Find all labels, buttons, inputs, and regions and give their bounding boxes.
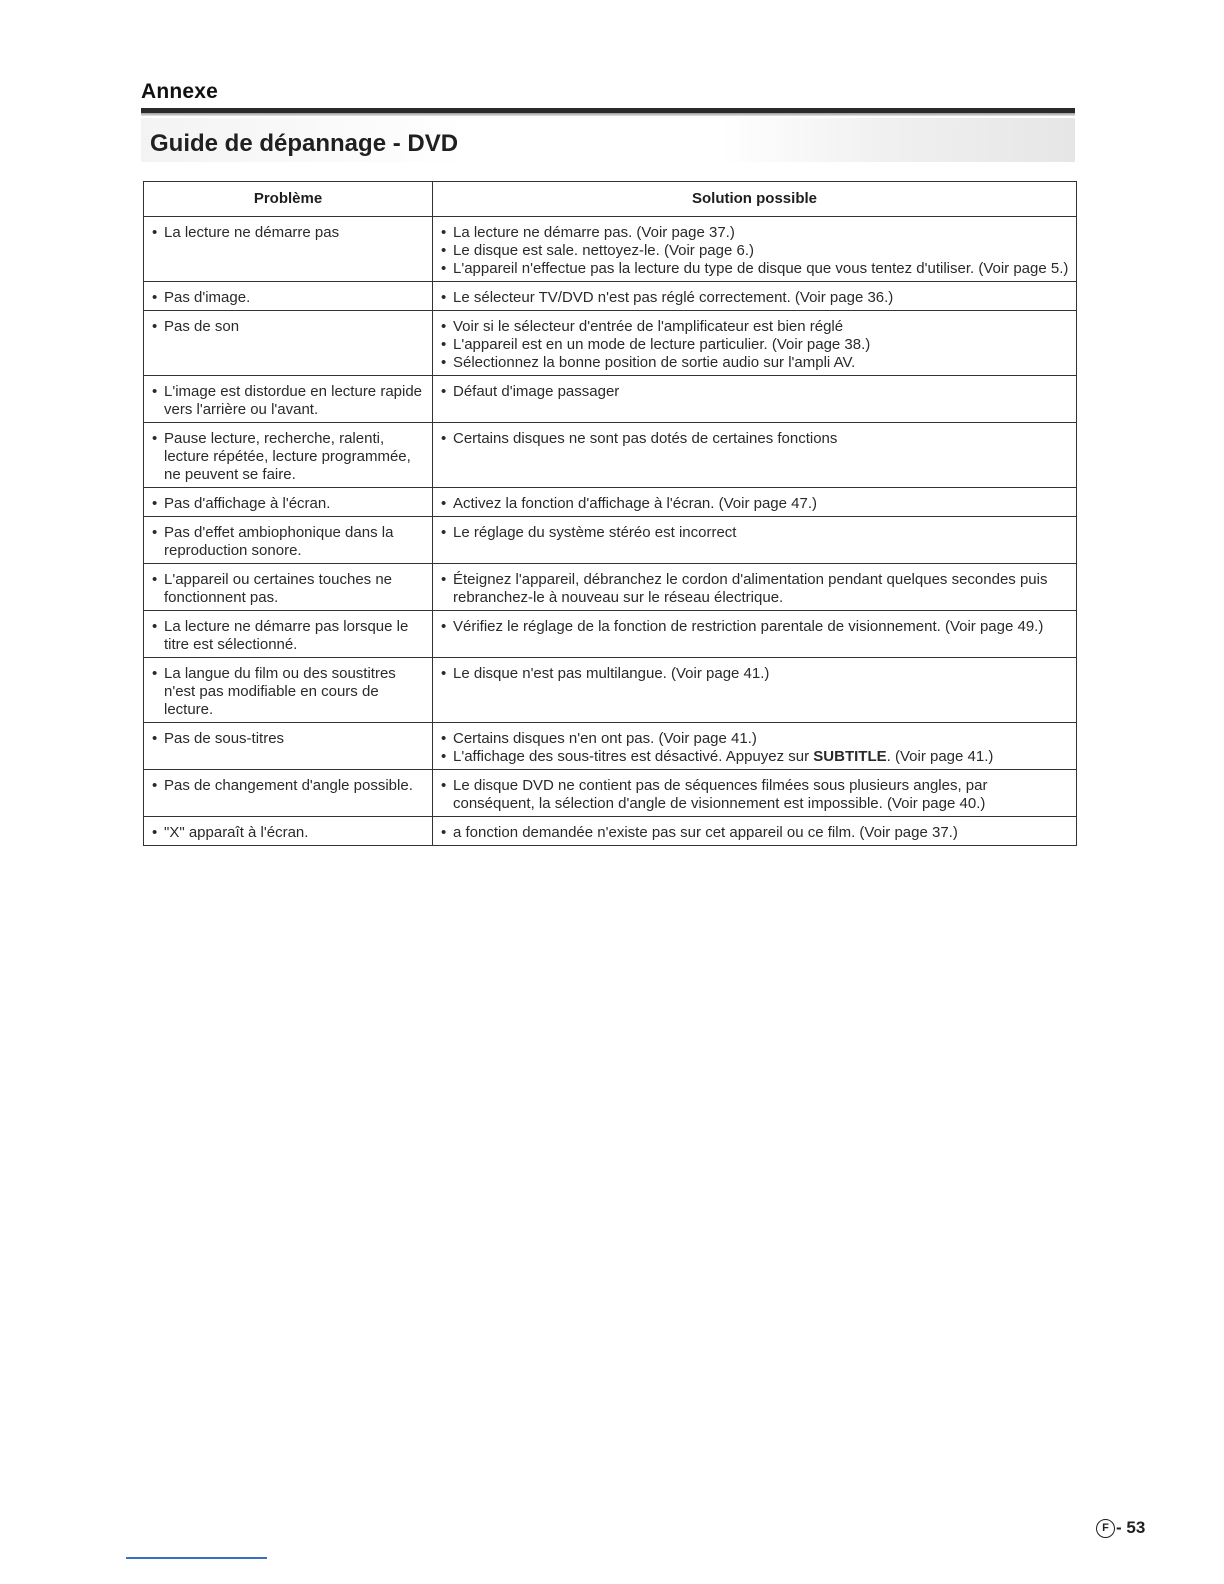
problem-text: • "X" apparaît à l'écran. bbox=[150, 824, 426, 842]
problem-cell bbox=[144, 376, 433, 423]
problem-list bbox=[150, 618, 426, 654]
table-row bbox=[144, 770, 1077, 817]
solution-list bbox=[439, 224, 1070, 278]
solution-item: • Le disque DVD ne contient pas de séquences filmées sous plusieurs angles, par conséquent, la sélection d'angle de visionnement est impossible. (Voir page 40.) bbox=[439, 777, 1070, 813]
table-body bbox=[144, 217, 1077, 846]
problem-text: • La lecture ne démarre pas lorsque le titre est sélectionné. bbox=[150, 618, 426, 654]
solution-list bbox=[439, 383, 1070, 401]
problem-cell bbox=[144, 723, 433, 770]
solution-cell bbox=[433, 817, 1077, 846]
table-row bbox=[144, 658, 1077, 723]
solution-item: • Certains disques n'en ont pas. (Voir page 41.) bbox=[439, 730, 1070, 748]
problem-text: • La lecture ne démarre pas bbox=[150, 224, 426, 242]
solution-cell bbox=[433, 217, 1077, 282]
table-row bbox=[144, 517, 1077, 564]
page-title: Guide de dépannage - DVD bbox=[150, 130, 459, 157]
solution-item: • Éteignez l'appareil, débranchez le cordon d'alimentation pendant quelques secondes puis rebranchez-le à nouveau sur le réseau électrique. bbox=[439, 571, 1070, 607]
solution-cell bbox=[433, 658, 1077, 723]
problem-text: • Pas de changement d'angle possible. bbox=[150, 777, 426, 795]
problem-cell bbox=[144, 217, 433, 282]
problem-text: • Pas de son bbox=[150, 318, 426, 336]
solution-list bbox=[439, 289, 1070, 307]
problem-text: • Pas d'image. bbox=[150, 289, 426, 307]
solution-item: • Activez la fonction d'affichage à l'écran. (Voir page 47.) bbox=[439, 495, 1070, 513]
problem-list bbox=[150, 318, 426, 336]
solution-item: • La lecture ne démarre pas. (Voir page 37.) bbox=[439, 224, 1070, 242]
problem-text: • L'image est distordue en lecture rapide vers l'arrière ou l'avant. bbox=[150, 383, 426, 419]
table-row bbox=[144, 611, 1077, 658]
solution-list bbox=[439, 618, 1070, 636]
solution-list bbox=[439, 824, 1070, 842]
solution-cell bbox=[433, 770, 1077, 817]
solution-list bbox=[439, 318, 1070, 372]
solution-list bbox=[439, 524, 1070, 542]
table-row bbox=[144, 423, 1077, 488]
table-row bbox=[144, 311, 1077, 376]
solution-cell bbox=[433, 423, 1077, 488]
table-row bbox=[144, 564, 1077, 611]
problem-text: • La langue du film ou des soustitres n'est pas modifiable en cours de lecture. bbox=[150, 665, 426, 719]
problem-list bbox=[150, 224, 426, 242]
solution-list bbox=[439, 495, 1070, 513]
solution-cell bbox=[433, 376, 1077, 423]
solution-list bbox=[439, 665, 1070, 683]
solution-item: • Certains disques ne sont pas dotés de certaines fonctions bbox=[439, 430, 1070, 448]
page-number: - 53 bbox=[1116, 1518, 1146, 1537]
table-header-row bbox=[144, 182, 1077, 217]
page-footer bbox=[1096, 1518, 1145, 1538]
problem-list bbox=[150, 430, 426, 484]
solution-item: • Sélectionnez la bonne position de sortie audio sur l'ampli AV. bbox=[439, 354, 1070, 372]
header-rule-shadow bbox=[141, 113, 1075, 116]
table-row bbox=[144, 817, 1077, 846]
problem-list bbox=[150, 730, 426, 748]
problem-cell bbox=[144, 517, 433, 564]
solution-list bbox=[439, 730, 1070, 766]
problem-list bbox=[150, 289, 426, 307]
solution-item: • Le disque est sale. nettoyez-le. (Voir page 6.) bbox=[439, 242, 1070, 260]
solution-cell bbox=[433, 488, 1077, 517]
solution-item: • Le réglage du système stéréo est incorrect bbox=[439, 524, 1070, 542]
problem-list bbox=[150, 824, 426, 842]
problem-text: • Pause lecture, recherche, ralenti, lecture répétée, lecture programmée, ne peuvent se faire. bbox=[150, 430, 426, 484]
problem-cell bbox=[144, 488, 433, 517]
table-row bbox=[144, 282, 1077, 311]
solution-cell bbox=[433, 723, 1077, 770]
problem-list bbox=[150, 665, 426, 719]
problem-list bbox=[150, 495, 426, 513]
solution-list bbox=[439, 777, 1070, 813]
header-problem: Problème bbox=[144, 182, 433, 217]
problem-list bbox=[150, 571, 426, 607]
solution-cell bbox=[433, 282, 1077, 311]
solution-item: • a fonction demandée n'existe pas sur cet appareil ou ce film. (Voir page 37.) bbox=[439, 824, 1070, 842]
solution-item: • Le sélecteur TV/DVD n'est pas réglé correctement. (Voir page 36.) bbox=[439, 289, 1070, 307]
problem-cell bbox=[144, 564, 433, 611]
header-solution: Solution possible bbox=[433, 182, 1077, 217]
solution-item: • L'appareil est en un mode de lecture particulier. (Voir page 38.) bbox=[439, 336, 1070, 354]
solution-list bbox=[439, 571, 1070, 607]
solution-item: • L'affichage des sous-titres est désactivé. Appuyez sur SUBTITLE. (Voir page 41.) bbox=[439, 748, 1070, 766]
table-row bbox=[144, 217, 1077, 282]
solution-cell bbox=[433, 564, 1077, 611]
problem-cell bbox=[144, 611, 433, 658]
solution-list bbox=[439, 430, 1070, 448]
solution-item: • L'appareil n'effectue pas la lecture du type de disque que vous tentez d'utiliser. (Voir page 5.) bbox=[439, 260, 1070, 278]
problem-text: • Pas d'affichage à l'écran. bbox=[150, 495, 426, 513]
footer-divider bbox=[126, 1557, 267, 1559]
problem-cell bbox=[144, 770, 433, 817]
table-row bbox=[144, 488, 1077, 517]
problem-cell bbox=[144, 311, 433, 376]
problem-text: • L'appareil ou certaines touches ne fonctionnent pas. bbox=[150, 571, 426, 607]
problem-list bbox=[150, 524, 426, 560]
solution-item: • Voir si le sélecteur d'entrée de l'amplificateur est bien réglé bbox=[439, 318, 1070, 336]
solution-cell bbox=[433, 311, 1077, 376]
solution-cell bbox=[433, 517, 1077, 564]
problem-text: • Pas d'effet ambiophonique dans la reproduction sonore. bbox=[150, 524, 426, 560]
solution-item: • Défaut d'image passager bbox=[439, 383, 1070, 401]
subtitle-key-label: SUBTITLE bbox=[813, 748, 887, 765]
problem-cell bbox=[144, 817, 433, 846]
language-f-icon: F bbox=[1096, 1519, 1115, 1538]
table-row bbox=[144, 376, 1077, 423]
table-row bbox=[144, 723, 1077, 770]
section-label: Annexe bbox=[141, 80, 219, 103]
problem-list bbox=[150, 383, 426, 419]
problem-list bbox=[150, 777, 426, 795]
problem-cell bbox=[144, 658, 433, 723]
solution-item: • Le disque n'est pas multilangue. (Voir page 41.) bbox=[439, 665, 1070, 683]
problem-cell bbox=[144, 282, 433, 311]
troubleshooting-table bbox=[143, 181, 1077, 846]
solution-item: • Vérifiez le réglage de la fonction de restriction parentale de visionnement. (Voir page 49.) bbox=[439, 618, 1070, 636]
problem-text: • Pas de sous-titres bbox=[150, 730, 426, 748]
solution-cell bbox=[433, 611, 1077, 658]
problem-cell bbox=[144, 423, 433, 488]
